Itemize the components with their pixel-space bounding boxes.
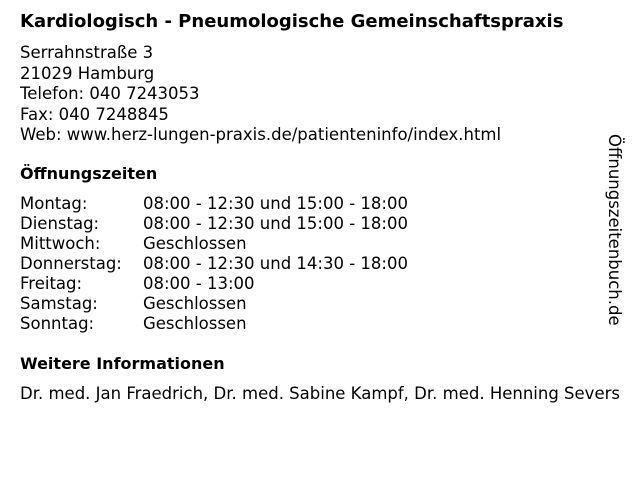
hours-time: 08:00 - 12:30 und 15:00 - 18:00 [143, 214, 408, 233]
hours-day: Freitag: [20, 274, 83, 293]
hours-time: 08:00 - 12:30 und 15:00 - 18:00 [143, 194, 408, 213]
website: Web: www.herz-lungen-praxis.de/patienteninfo/index.html [20, 125, 502, 144]
fax: Fax: 040 7248845 [20, 104, 169, 124]
hours-day: Samstag: [20, 294, 98, 313]
hours-day: Montag: [20, 194, 88, 213]
hours-row [20, 274, 408, 294]
hours-time: 08:00 - 13:00 [143, 274, 255, 293]
hours-time: 08:00 - 12:30 und 14:30 - 18:00 [143, 254, 408, 273]
hours-row [20, 214, 408, 234]
address-block [20, 43, 501, 146]
hours-day: Donnerstag: [20, 254, 122, 273]
hours-row [20, 254, 408, 274]
practice-name: Kardiologisch - Pneumologische Gemeinschaftspraxis [20, 11, 564, 32]
phone: Telefon: 040 7243053 [20, 84, 200, 103]
hours-row [20, 294, 408, 314]
hours-time: Geschlossen [143, 314, 247, 333]
hours-day: Mittwoch: [20, 234, 101, 253]
city: 21029 Hamburg [20, 63, 155, 83]
hours-time: Geschlossen [143, 294, 247, 313]
hours-row [20, 194, 408, 214]
opening-hours-heading: Öffnungszeiten [20, 164, 158, 183]
further-info-text: Dr. med. Jan Fraedrich, Dr. med. Sabine Kampf, Dr. med. Henning Severs [20, 384, 620, 403]
hours-day: Sonntag: [20, 314, 95, 333]
hours-day: Dienstag: [20, 214, 100, 233]
hours-row [20, 314, 408, 334]
opening-hours-table [20, 194, 408, 334]
hours-row [20, 234, 408, 254]
further-info-heading: Weitere Informationen [20, 354, 225, 373]
hours-time: Geschlossen [143, 234, 247, 253]
street: Serrahnstraße 3 [20, 43, 154, 62]
site-watermark: Öffnungszeitenbuch.de [605, 134, 624, 326]
